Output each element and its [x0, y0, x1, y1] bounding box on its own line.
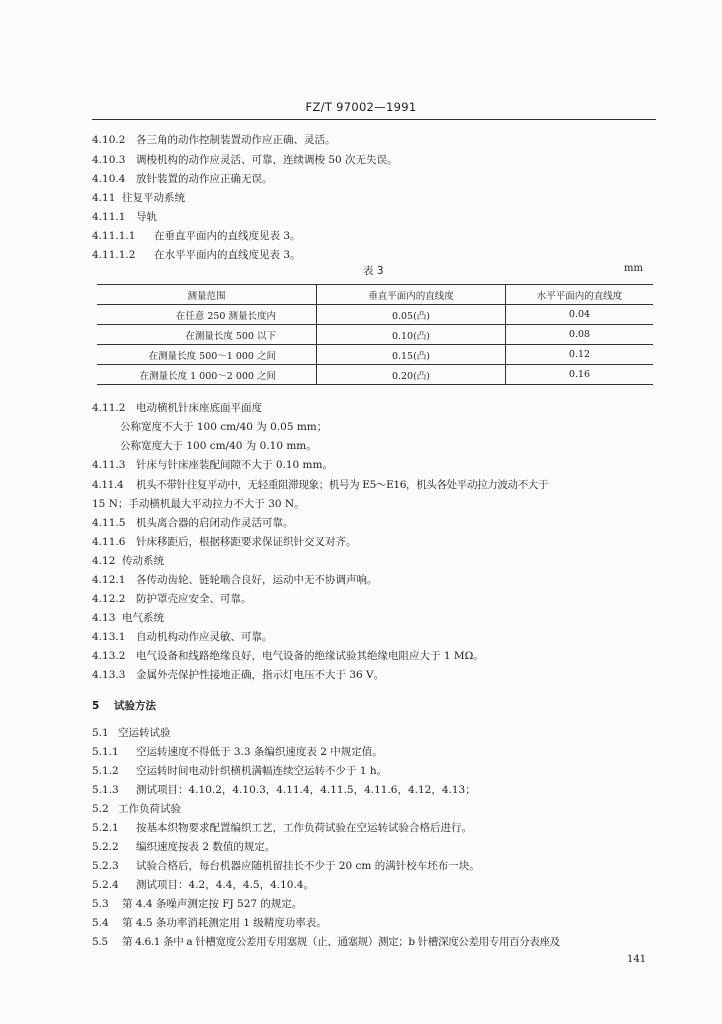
clause-number: 4.10.3	[92, 154, 126, 166]
clause-line	[92, 133, 336, 147]
clause-text: 调梭机构的动作应灵活、可靠，连续调梭 50 次无失误。	[136, 154, 398, 166]
clause-number: 4.13.2	[92, 650, 126, 662]
clause-text: 编织速度按表 2 数值的规定。	[136, 841, 276, 853]
clause-number: 5.2.3	[92, 860, 119, 872]
clause-text: 自动机构动作应灵敏、可靠。	[136, 631, 273, 643]
clause-text: 第 4.6.1 条中 a 针槽宽度公差用专用塞规（止、通塞规）测定；b 针槽深度公差用专用百分表座及	[122, 936, 560, 948]
clause-text: 工作负荷试验	[118, 803, 181, 815]
table-cell: 0.10(凸)	[317, 325, 506, 345]
table-cell: 0.20(凸)	[317, 365, 506, 385]
section-title: 试验方法	[114, 700, 156, 712]
clause-text: 机头离合器的启闭动作灵活可靠。	[136, 517, 294, 529]
clause-line	[92, 611, 164, 625]
clause-line	[92, 668, 384, 682]
clause-number: 4.11.2	[92, 402, 126, 414]
clause-line	[92, 916, 327, 930]
clause-line	[92, 516, 294, 530]
clause-line	[92, 649, 484, 663]
clause-text: 传动系统	[122, 555, 164, 567]
clause-line	[92, 191, 185, 205]
clause-number: 5.1.1	[92, 746, 119, 758]
clause-text: 空运转时间电动针织横机满幅连续空运转不少于 1 h。	[136, 765, 388, 777]
clause-line	[92, 535, 357, 549]
clause-line	[92, 745, 383, 759]
table-row	[97, 345, 653, 365]
table-header-cell: 垂直平面内的直线度	[317, 285, 506, 305]
clause-line	[120, 439, 317, 453]
clause-number: 5.2.2	[92, 841, 119, 853]
clause-number: 5.4	[92, 917, 109, 929]
table-row	[97, 365, 653, 385]
clause-text: 公称宽度不大于 100 cm/40 为 0.05 mm；	[120, 421, 328, 433]
clause-number: 5.3	[92, 898, 109, 910]
clause-number: 5.2	[92, 803, 109, 815]
clause-number: 4.13.3	[92, 669, 126, 681]
clause-line	[92, 153, 398, 167]
clause-number: 4.11.1.2	[92, 249, 136, 261]
table-cell: 0.12	[506, 345, 654, 365]
clause-line	[92, 573, 378, 587]
table-cell: 0.16	[506, 365, 654, 385]
clause-line	[92, 630, 273, 644]
clause-text: 空运转试验	[118, 727, 171, 739]
table-cell: 0.05(凸)	[317, 305, 506, 325]
clause-line	[92, 859, 480, 873]
clause-number: 4.11.3	[92, 459, 126, 471]
straightness-table	[97, 284, 653, 385]
clause-number: 4.10.4	[92, 173, 126, 185]
clause-text: 测试项目：4.2，4.4，4.5，4.10.4。	[136, 879, 314, 891]
clause-text: 各三角的动作控制装置动作应正确、灵活。	[136, 134, 336, 146]
clause-number: 4.11.4	[92, 479, 124, 491]
clause-line	[92, 497, 305, 511]
clause-text: 针床移距后，根据移距要求保证织针交叉对齐。	[136, 536, 357, 548]
clause-text: 第 4.4 条噪声测定按 FJ 527 的规定。	[122, 898, 303, 910]
section-number: 5	[92, 700, 100, 712]
table-cell: 0.15(凸)	[317, 345, 506, 365]
clause-text: 第 4.5 条功率消耗测定用 1 级精度功率表。	[122, 917, 327, 929]
clause-line	[92, 401, 262, 415]
clause-text: 电气系统	[122, 612, 164, 624]
clause-text: 往复平动系统	[122, 192, 185, 204]
table-cell: 0.08	[506, 325, 654, 345]
clause-text: 电动横机针床座底面平面度	[136, 402, 262, 414]
table-header-cell: 测量范围	[97, 285, 317, 305]
standard-number: FZ/T 97002—1991	[305, 100, 417, 114]
header-rule	[92, 119, 656, 120]
clause-number: 4.11.6	[92, 536, 126, 548]
clause-line	[92, 592, 252, 606]
clause-line	[92, 248, 301, 262]
page-number: 141	[627, 954, 647, 965]
clause-number: 4.12.2	[92, 593, 126, 605]
table-caption: 表 3	[363, 265, 384, 277]
clause-text: 空运转速度不得低于 3.3 条编织速度表 2 中规定值。	[136, 746, 383, 758]
clause-line	[92, 726, 171, 740]
clause-line	[92, 878, 314, 892]
clause-line	[92, 478, 548, 492]
clause-line	[92, 840, 275, 854]
clause-line	[92, 229, 301, 243]
table-cell: 在测量长度 1 000～2 000 之间	[97, 365, 317, 385]
clause-text: 15 N；手动横机最大平动拉力不大于 30 N。	[92, 498, 305, 510]
clause-line	[92, 554, 164, 568]
clause-line	[92, 802, 181, 816]
table-cell: 在任意 250 测量长度内	[97, 305, 317, 325]
clause-number: 5.2.1	[92, 822, 119, 834]
clause-number: 5.1	[92, 727, 109, 739]
clause-number: 4.13.1	[92, 631, 126, 643]
clause-text: 在水平平面内的直线度见表 3。	[154, 249, 301, 261]
clause-line	[92, 210, 157, 224]
clause-text: 电气设备和线路绝缘良好，电气设备的绝缘试验其绝缘电阻应大于 1 MΩ。	[136, 650, 484, 662]
clause-line	[92, 783, 476, 797]
clause-text: 针床与针床座装配间隙不大于 0.10 mm。	[136, 459, 333, 471]
clause-text: 公称宽度大于 100 cm/40 为 0.10 mm。	[120, 440, 317, 452]
clause-number: 4.10.2	[92, 134, 126, 146]
clause-number: 5.5	[92, 936, 108, 948]
clause-line	[92, 458, 333, 472]
clause-number: 5.2.4	[92, 879, 119, 891]
table-cell: 在测量长度 500～1 000 之间	[97, 345, 317, 365]
clause-text: 测试项目：4.10.2，4.10.3，4.11.4，4.11.5，4.11.6，4.12，4.13；	[136, 784, 476, 796]
clause-number: 5.1.2	[92, 765, 119, 777]
clause-text: 试验合格后，每台机器应随机留挂长不少于 20 cm 的满针校车坯布一块。	[136, 860, 480, 872]
clause-text: 防护罩壳应安全、可靠。	[136, 593, 252, 605]
table-row	[97, 325, 653, 345]
clause-line	[92, 935, 560, 949]
section-heading	[92, 699, 156, 713]
clause-number: 4.11.5	[92, 517, 126, 529]
clause-text: 机头不带针往复平动中，无轻重阻滞现象；机号为 E5～E16，机头各处平动拉力波动不大于	[136, 479, 549, 491]
clause-number: 4.11	[92, 192, 116, 204]
clause-line	[92, 897, 302, 911]
clause-text: 各传动齿轮、链轮啮合良好，运动中无不协调声响。	[136, 574, 378, 586]
table-cell: 0.04	[506, 305, 654, 325]
table-header-row	[97, 285, 653, 305]
table-header-cell: 水平平面内的直线度	[506, 285, 654, 305]
clause-number: 4.12	[92, 555, 116, 567]
clause-number: 4.12.1	[92, 574, 126, 586]
clause-text: 放针装置的动作应正确无误。	[136, 173, 273, 185]
clause-line	[92, 172, 273, 186]
clause-line	[92, 764, 387, 778]
clause-text: 按基本织物要求配置编织工艺，工作负荷试验在空运转试验合格后进行。	[136, 822, 472, 834]
clause-text: 导轨	[136, 211, 157, 223]
table-cell: 在测量长度 500 以下	[97, 325, 317, 345]
clause-text: 金属外壳保护性接地正确，指示灯电压不大于 36 V。	[136, 669, 385, 681]
clause-number: 4.11.1	[92, 211, 126, 223]
clause-line	[92, 821, 472, 835]
clause-number: 4.13	[92, 612, 116, 624]
clause-line	[120, 420, 327, 434]
table-row	[97, 305, 653, 325]
clause-text: 在垂直平面内的直线度见表 3。	[154, 230, 301, 242]
table-unit: mm	[624, 263, 643, 274]
clause-number: 5.1.3	[92, 784, 119, 796]
clause-number: 4.11.1.1	[92, 230, 136, 242]
